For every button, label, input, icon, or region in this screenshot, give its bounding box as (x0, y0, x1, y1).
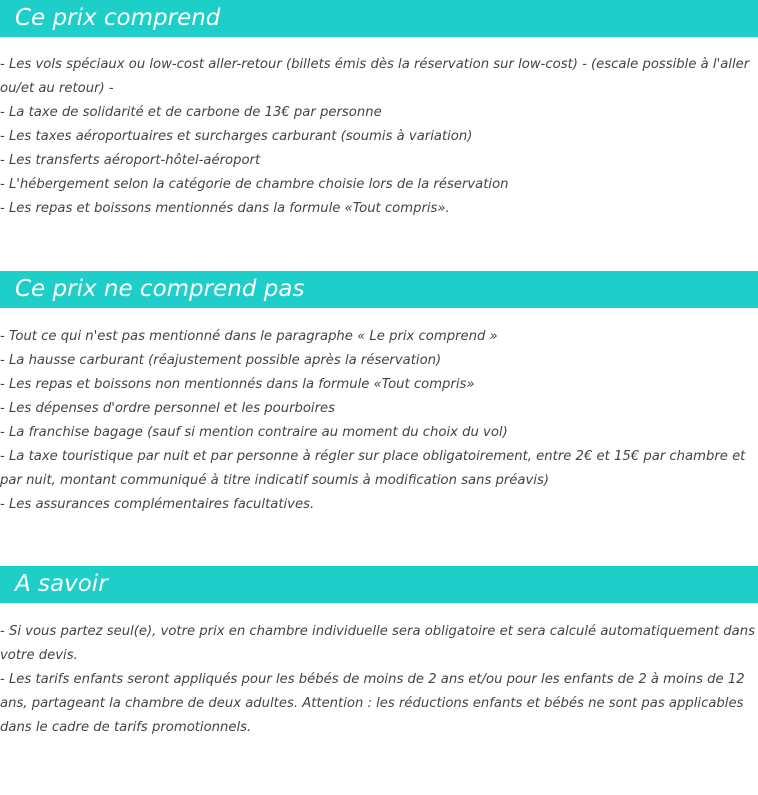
list-item: - L'hébergement selon la catégorie de chambre choisie lors de la réservation (0, 177, 509, 192)
list-item: - Si vous partez seul(e), votre prix en chambre individuelle sera obligatoire et sera calculé automatiquement dans votre devis. (0, 624, 755, 663)
list-item: - Les transferts aéroport-hôtel-aéroport (0, 153, 261, 168)
section-title-good-to-know: A savoir (0, 566, 758, 603)
list-item: - Les assurances complémentaires facultatives. (0, 497, 315, 512)
list-item: - Les tarifs enfants seront appliqués pour les bébés de moins de 2 ans et/ou pour les enfants de 2 à moins de 12 ans, partageant la chambre de deux adultes. Attention : les réductions enfants et bébés ne sont pas applicables dans le cadre de tarifs promotionnels. (0, 672, 745, 735)
section-price-includes (0, 0, 758, 221)
list-item: - Les vols spéciaux ou low-cost aller-retour (billets émis dès la réservation sur low-cost) - (escale possible à l'aller ou/et au retour) - (0, 57, 750, 96)
price-excludes-list (0, 325, 758, 517)
list-item: - Les repas et boissons mentionnés dans la formule «Tout compris». (0, 201, 450, 216)
section-title-price-excludes: Ce prix ne comprend pas (0, 271, 758, 308)
section-title-price-includes: Ce prix comprend (0, 0, 758, 37)
section-good-to-know (0, 566, 758, 740)
list-item: - La franchise bagage (sauf si mention contraire au moment du choix du vol) (0, 425, 508, 440)
list-item: - La taxe touristique par nuit et par personne à régler sur place obligatoirement, entre 2€ et 15€ par chambre et par nuit, montant communiqué à titre indicatif soumis à modification sans préavis) (0, 449, 746, 488)
list-item: - Les taxes aéroportuaires et surcharges carburant (soumis à variation) (0, 129, 473, 144)
section-price-excludes (0, 271, 758, 517)
list-item: - La hausse carburant (réajustement possible après la réservation) (0, 353, 442, 368)
good-to-know-list (0, 620, 758, 740)
list-item: - Les dépenses d'ordre personnel et les pourboires (0, 401, 336, 416)
list-item: - Les repas et boissons non mentionnés dans la formule «Tout compris» (0, 377, 475, 392)
price-includes-list (0, 53, 758, 221)
list-item: - Tout ce qui n'est pas mentionné dans le paragraphe « Le prix comprend » (0, 329, 498, 344)
list-item: - La taxe de solidarité et de carbone de 13€ par personne (0, 105, 382, 120)
